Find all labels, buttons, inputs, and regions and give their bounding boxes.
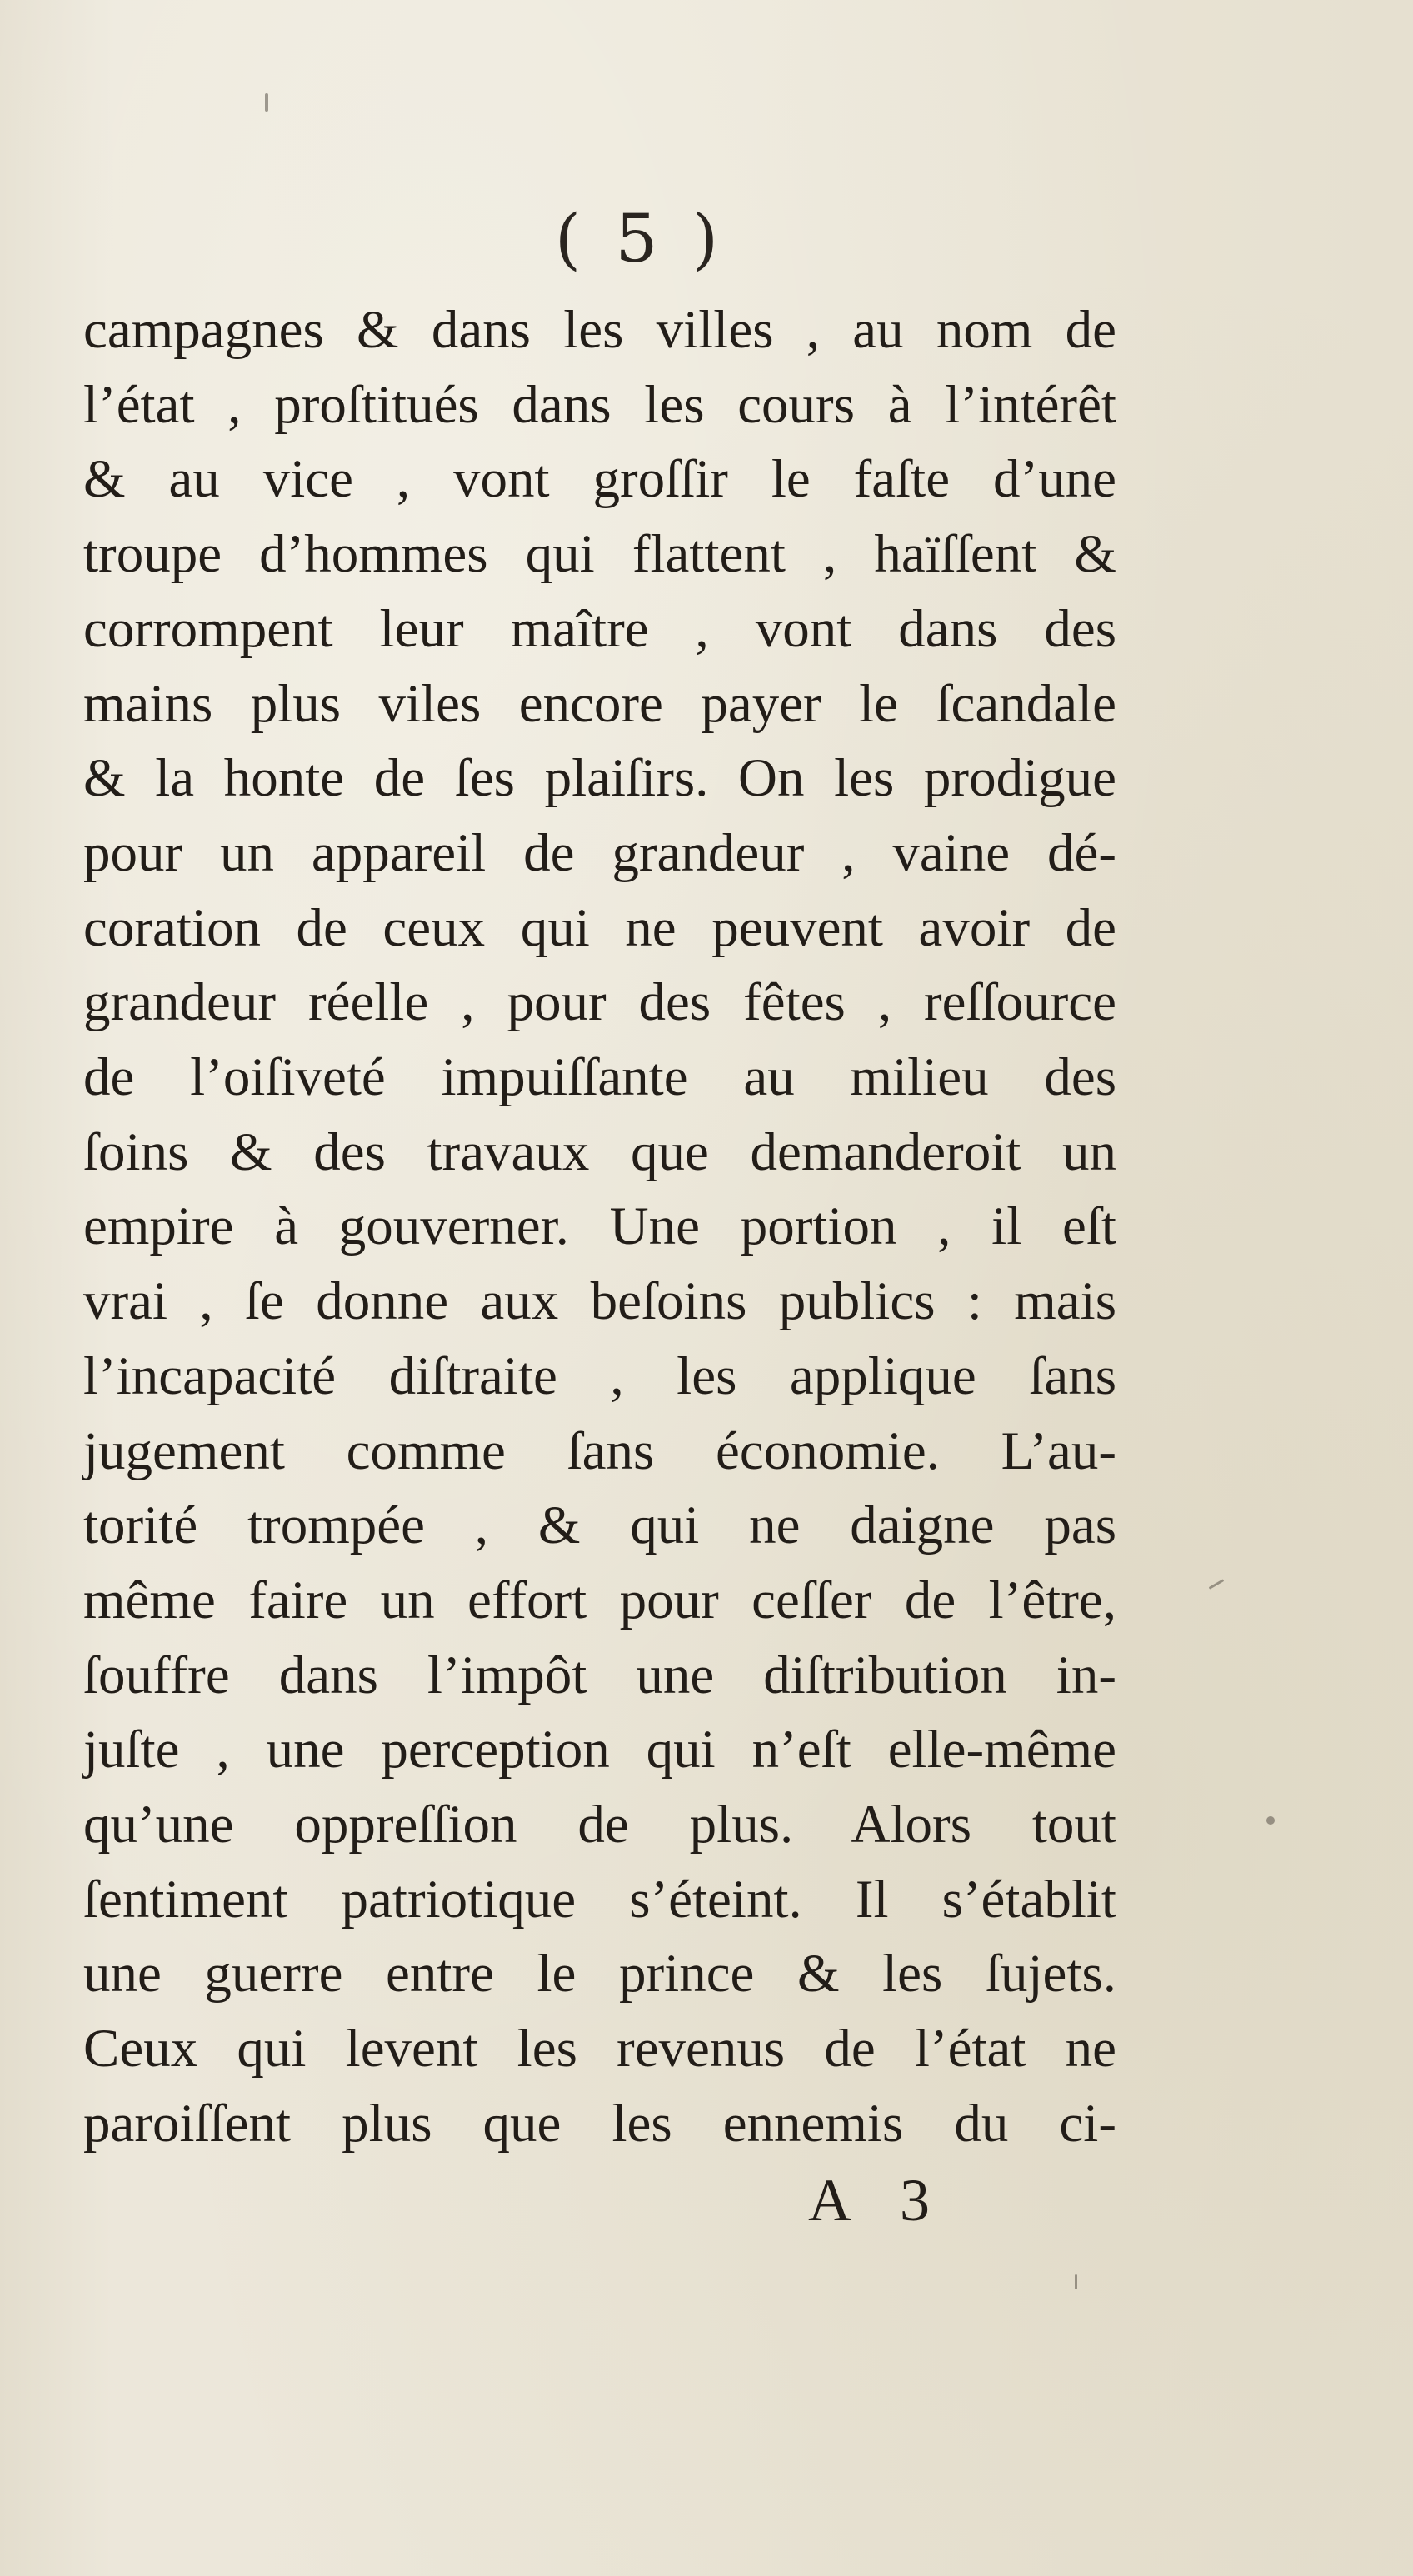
- text-line: & au vice , vont groſſir le faſte d’une: [83, 449, 1116, 510]
- text-line: coration de ceux qui ne peuvent avoir de: [83, 897, 1116, 958]
- signature-mark: A 3: [808, 2167, 949, 2234]
- text-line: paroiſſent plus que les ennemis du ci-: [83, 2093, 1116, 2154]
- text-line: Ceux qui levent les revenus de l’état ne: [83, 2019, 1116, 2079]
- text-line: mains plus viles encore payer le ſcandale: [83, 673, 1116, 734]
- text-line: l’état , proſtitués dans les cours à l’intérêt: [83, 374, 1116, 435]
- text-line: ſoins & des travaux que demanderoit un: [83, 1121, 1116, 1182]
- text-line: vrai , ſe donne aux beſoins publics : mais: [83, 1271, 1116, 1332]
- text-line: même faire un effort pour ceſſer de l’être,: [83, 1570, 1116, 1630]
- paper-speck: [1266, 1816, 1275, 1825]
- body-text: [83, 293, 1116, 2162]
- text-line: grandeur réelle , pour des fêtes , reſſource: [83, 972, 1116, 1033]
- text-line: juſte , une perception qui n’eſt elle-même: [83, 1720, 1116, 1780]
- text-line: jugement comme ſans économie. L’au-: [83, 1420, 1116, 1481]
- text-line: ſentiment patriotique s’éteint. Il s’établit: [83, 1869, 1116, 1930]
- text-line: troupe d’hommes qui flattent , haïſſent &: [83, 524, 1116, 585]
- text-line: ſouffre dans l’impôt une diſtribution in-: [83, 1645, 1116, 1705]
- text-line: une guerre entre le prince & les ſujets.: [83, 1944, 1116, 2004]
- text-line: & la honte de ſes plaiſirs. On les prodigue: [83, 748, 1116, 809]
- page-number: ( 5 ): [554, 200, 726, 277]
- paper-speck: [1209, 1579, 1225, 1590]
- text-line: pour un appareil de grandeur , vaine dé-: [83, 822, 1116, 883]
- text-line: l’incapacité diſtraite , les applique ſans: [83, 1345, 1116, 1406]
- text-line: campagnes & dans les villes , au nom de: [83, 300, 1116, 360]
- text-line: de l’oiſiveté impuiſſante au milieu des: [83, 1047, 1116, 1108]
- text-line: qu’une oppreſſion de plus. Alors tout: [83, 1795, 1116, 1855]
- text-line: torité trompée , & qui ne daigne pas: [83, 1495, 1116, 1556]
- text-line: empire à gouverner. Une portion , il eſt: [83, 1196, 1116, 1257]
- paper-speck: [265, 93, 268, 112]
- paper-speck: [1075, 2274, 1077, 2289]
- text-line: corrompent leur maître , vont dans des: [83, 598, 1116, 659]
